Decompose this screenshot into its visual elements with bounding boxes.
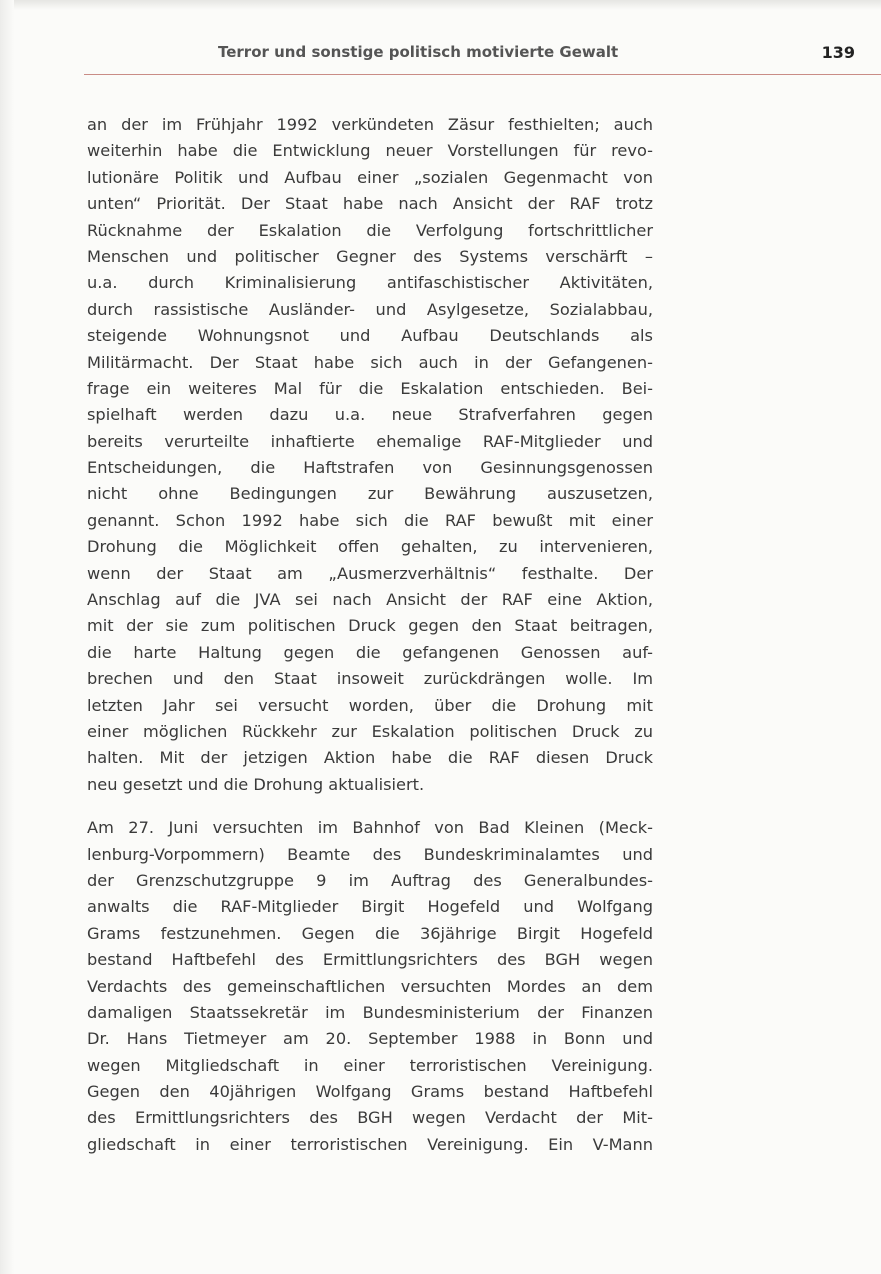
- text-line: nicht ohne Bedingungen zur Bewährung auszusetzen,: [87, 484, 653, 504]
- text-line: steigende Wohnungsnot und Aufbau Deutschlands als: [87, 326, 653, 346]
- text-line: bestand Haftbefehl des Ermittlungsrichters des BGH wegen: [87, 950, 653, 970]
- text-line: Am 27. Juni versuchten im Bahnhof von Bad Kleinen (Meck-: [87, 818, 653, 838]
- text-line: gliedschaft in einer terroristischen Vereinigung. Ein V-Mann: [87, 1134, 653, 1154]
- text-line: Drohung die Möglichkeit offen gehalten, zu intervenieren,: [87, 537, 653, 557]
- text-line: halten. Mit der jetzigen Aktion habe die RAF diesen Druck: [87, 748, 653, 768]
- text-line: mit der sie zum politischen Druck gegen den Staat beitragen,: [87, 616, 653, 636]
- text-line: Grams festzunehmen. Gegen die 36jährige Birgit Hogefeld: [87, 923, 653, 943]
- text-line: frage ein weiteres Mal für die Eskalation entschieden. Bei-: [87, 378, 653, 398]
- text-line: genannt. Schon 1992 habe sich die RAF bewußt mit einer: [87, 510, 653, 530]
- text-line: lutionäre Politik und Aufbau einer „sozialen Gegenmacht von: [87, 167, 653, 187]
- text-line: anwalts die RAF-Mitglieder Birgit Hogefeld und Wolfgang: [87, 897, 653, 917]
- text-line: Dr. Hans Tietmeyer am 20. September 1988 in Bonn und: [87, 1029, 653, 1049]
- running-title: Terror und sonstige politisch motivierte Gewalt: [218, 43, 619, 61]
- text-line: durch rassistische Ausländer- und Asylgesetze, Sozialabbau,: [87, 299, 653, 319]
- paragraph-spacing: [87, 798, 653, 815]
- text-line: der Grenzschutzgruppe 9 im Auftrag des Generalbundes-: [87, 870, 653, 890]
- text-line: spielhaft werden dazu u.a. neue Strafverfahren gegen: [87, 405, 653, 425]
- text-line: Entscheidungen, die Haftstrafen von Gesinnungsgenossen: [87, 458, 653, 478]
- running-header: [84, 42, 881, 75]
- text-line: Militärmacht. Der Staat habe sich auch in der Gefangenen-: [87, 352, 653, 372]
- page-number: 139: [821, 43, 855, 62]
- text-line: wegen Mitgliedschaft in einer terroristischen Vereinigung.: [87, 1055, 653, 1075]
- body-text: [87, 112, 653, 1158]
- text-line: weiterhin habe die Entwicklung neuer Vorstellungen für revo-: [87, 141, 653, 161]
- text-line: letzten Jahr sei versucht worden, über die Drohung mit: [87, 695, 653, 715]
- text-line: brechen und den Staat insoweit zurückdrängen wolle. Im: [87, 669, 653, 689]
- text-line: des Ermittlungsrichters des BGH wegen Verdacht der Mit-: [87, 1108, 653, 1128]
- text-line: einer möglichen Rückkehr zur Eskalation politischen Druck zu: [87, 721, 653, 741]
- text-line: lenburg-Vorpommern) Beamte des Bundeskriminalamtes und: [87, 844, 653, 864]
- paragraph-2: [87, 815, 653, 1158]
- page-top-edge: [0, 0, 881, 10]
- text-line: unten“ Priorität. Der Staat habe nach Ansicht der RAF trotz: [87, 194, 653, 214]
- text-line: die harte Haltung gegen die gefangenen Genossen auf-: [87, 642, 653, 662]
- text-line: Verdachts des gemeinschaftlichen versuchten Mordes an dem: [87, 976, 653, 996]
- text-line: neu gesetzt und die Drohung aktualisiert.: [87, 774, 425, 794]
- page-gutter-edge: [0, 0, 14, 1274]
- text-line: damaligen Staatssekretär im Bundesministerium der Finanzen: [87, 1002, 653, 1022]
- text-line: wenn der Staat am „Ausmerzverhältnis“ festhalte. Der: [87, 563, 653, 583]
- text-line: Gegen den 40jährigen Wolfgang Grams bestand Haftbefehl: [87, 1082, 653, 1102]
- text-line: u.a. durch Kriminalisierung antifaschistischer Aktivitäten,: [87, 273, 653, 293]
- text-line: bereits verurteilte inhaftierte ehemalige RAF-Mitglieder und: [87, 431, 653, 451]
- text-line: an der im Frühjahr 1992 verkündeten Zäsur festhielten; auch: [87, 115, 653, 134]
- text-line: Anschlag auf die JVA sei nach Ansicht der RAF eine Aktion,: [87, 590, 653, 610]
- text-line: Rücknahme der Eskalation die Verfolgung fortschrittlicher: [87, 220, 653, 240]
- text-line: Menschen und politischer Gegner des Systems verschärft –: [87, 246, 653, 266]
- paragraph-1: [87, 112, 653, 798]
